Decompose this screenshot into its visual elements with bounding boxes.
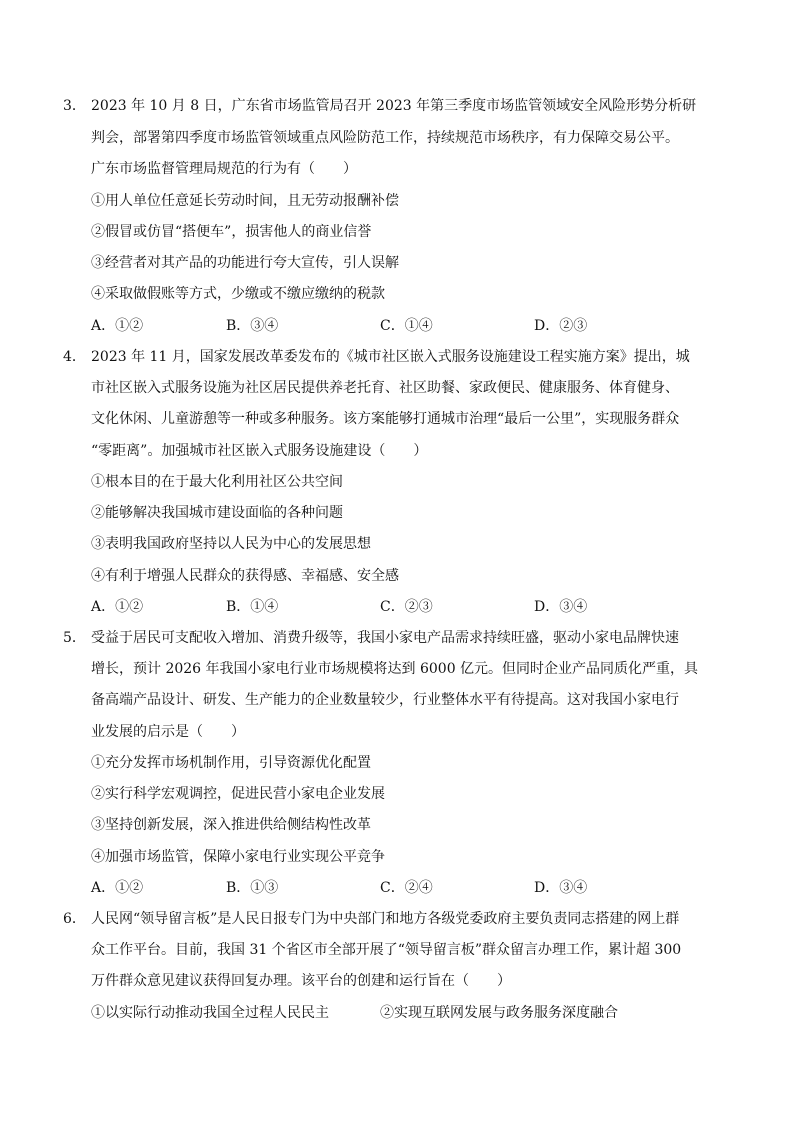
question-number: 5． [63,630,86,646]
statement-item: ①充分发挥市场机制作用，引导资源优化配置 [91,755,371,771]
option-c[interactable]: C．①④ [380,318,433,334]
option-a[interactable]: A．①② [91,599,144,615]
question-stem-line: 市社区嵌入式服务设施为社区居民提供养老托育、社区助餐、家政便民、健康服务、体育健身、 [91,380,679,396]
statement-item: ④有利于增强人民群众的获得感、幸福感、安全感 [91,568,399,584]
statement-item: ③经营者对其产品的功能进行夸大宣传，引人误解 [91,255,399,271]
question-stem-line: 广东市场监督管理局规范的行为有（ ） [91,161,357,177]
question-number: 3． [63,98,86,114]
option-d[interactable]: D．②③ [534,318,588,334]
statement-item: ③表明我国政府坚持以人民为中心的发展思想 [91,536,371,552]
statement-item: ③坚持创新发展，深入推进供给侧结构性改革 [91,817,371,833]
statement-item: ②假冒或仿冒“搭便车”，损害他人的商业信誉 [91,224,372,240]
statement-item: ④采取做假账等方式，少缴或不缴应缴纳的税款 [91,286,385,302]
option-a[interactable]: A．①② [91,318,144,334]
question-stem-line: 万件群众意见建议获得回复办理。该平台的创建和运行旨在（ ） [91,973,511,989]
statement-item: ①根本目的在于最大化利用社区公共空间 [91,474,343,490]
option-b[interactable]: B．①④ [226,599,279,615]
question-stem-line: 增长，预计 2026 年我国小家电行业市场规模将达到 6000 亿元。但同时企业产品同质化严重，具 [91,661,699,677]
option-b[interactable]: B．③④ [226,318,279,334]
question-stem-line: 文化休闲、儿童游憩等一种或多种服务。该方案能够打通城市治理“最后一公里”，实现服务群众 [91,411,680,427]
question-number: 6． [63,911,86,927]
question-stem-line: 人民网“领导留言板”是人民日报专门为中央部门和地方各级党委政府主要负责同志搭建的网上群 [91,911,680,927]
question-number: 4． [63,349,86,365]
statement-item: ②能够解决我国城市建设面临的各种问题 [91,505,343,521]
statement-item: ④加强市场监管，保障小家电行业实现公平竞争 [91,849,385,865]
question-stem-line: 受益于居民可支配收入增加、消费升级等，我国小家电产品需求持续旺盛，驱动小家电品牌快速 [91,630,679,646]
question-stem-line: 判会，部署第四季度市场监管领域重点风险防范工作，持续规范市场秩序，有力保障交易公平。 [91,130,679,146]
statement-item: ②实现互联网发展与政务服务深度融合 [380,1005,618,1021]
option-a[interactable]: A．①② [91,880,144,896]
question-stem-line: “零距离”。加强城市社区嵌入式服务设施建设（ ） [91,443,428,459]
question-stem-line: 2023 年 11 月，国家发展改革委发布的《城市社区嵌入式服务设施建设工程实施方案》提出，城 [91,349,690,365]
option-d[interactable]: D．③④ [534,880,588,896]
statement-item: ②实行科学宏观调控，促进民营小家电企业发展 [91,786,385,802]
question-stem-line: 备高端产品设计、研发、生产能力的企业数量较少，行业整体水平有待提高。这对我国小家电行 [91,692,679,708]
option-c[interactable]: C．②③ [380,599,433,615]
question-stem-line: 业发展的启示是（ ） [91,724,245,740]
statement-item: ①以实际行动推动我国全过程人民民主 [91,1005,329,1021]
question-stem-line: 众工作平台。目前，我国 31 个省区市全部开展了“领导留言板”群众留言办理工作，累计超 300 [91,942,682,958]
statement-item: ①用人单位任意延长劳动时间，且无劳动报酬补偿 [91,193,399,209]
option-d[interactable]: D．③④ [534,599,588,615]
option-b[interactable]: B．①③ [226,880,279,896]
option-c[interactable]: C．②④ [380,880,433,896]
question-stem-line: 2023 年 10 月 8 日，广东省市场监管局召开 2023 年第三季度市场监管领域安全风险形势分析研 [91,98,697,114]
